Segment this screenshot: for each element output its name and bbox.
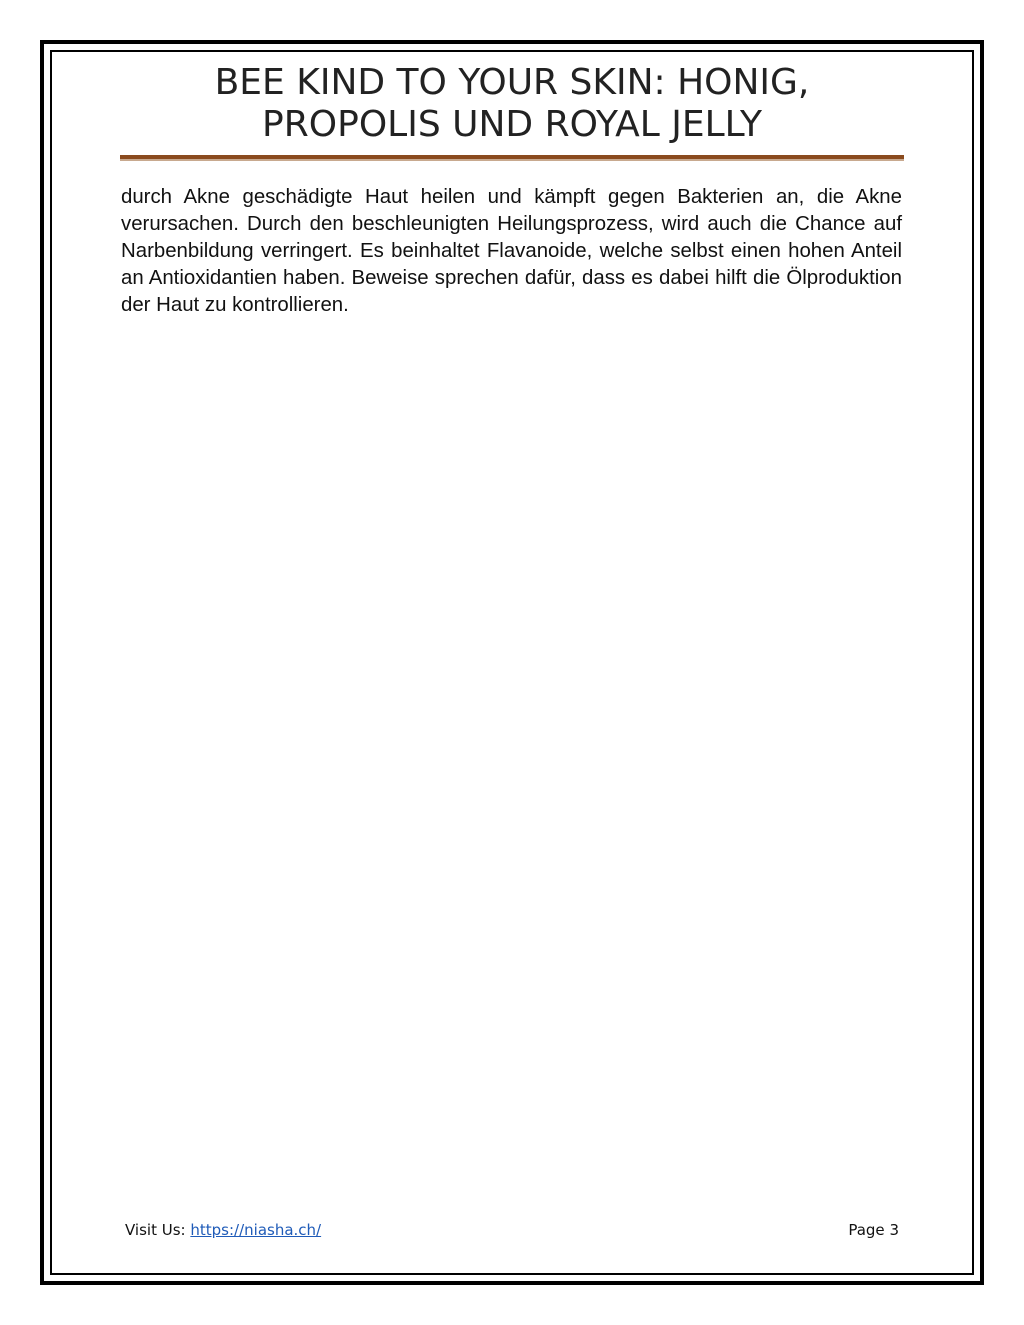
page-label: Page xyxy=(848,1221,885,1239)
page-number: 3 xyxy=(889,1221,899,1239)
footer-page-number xyxy=(848,1221,899,1239)
footer-website-link[interactable]: https://niasha.ch/ xyxy=(190,1221,322,1239)
footer-visit xyxy=(125,1221,321,1239)
body-paragraph: durch Akne geschädigte Haut heilen und kämpft gegen Bakterien an, die Akne verursachen. Durch den beschleunigten Heilungsprozess, wird auch die Chance auf Narbenbildung verringert. Es beinhaltet Flavanoide, welche selbst einen hohen Anteil an Antioxidantien haben. Beweise sprechen dafür, dass es dabei hilft die Ölproduktion der Haut zu kontrollieren. xyxy=(121,186,902,316)
footer-visit-label: Visit Us: xyxy=(125,1221,186,1239)
page-title: BEE KIND TO YOUR SKIN: HONIG, PROPOLIS UND ROYAL JELLY xyxy=(214,62,810,145)
title-divider xyxy=(120,155,904,159)
